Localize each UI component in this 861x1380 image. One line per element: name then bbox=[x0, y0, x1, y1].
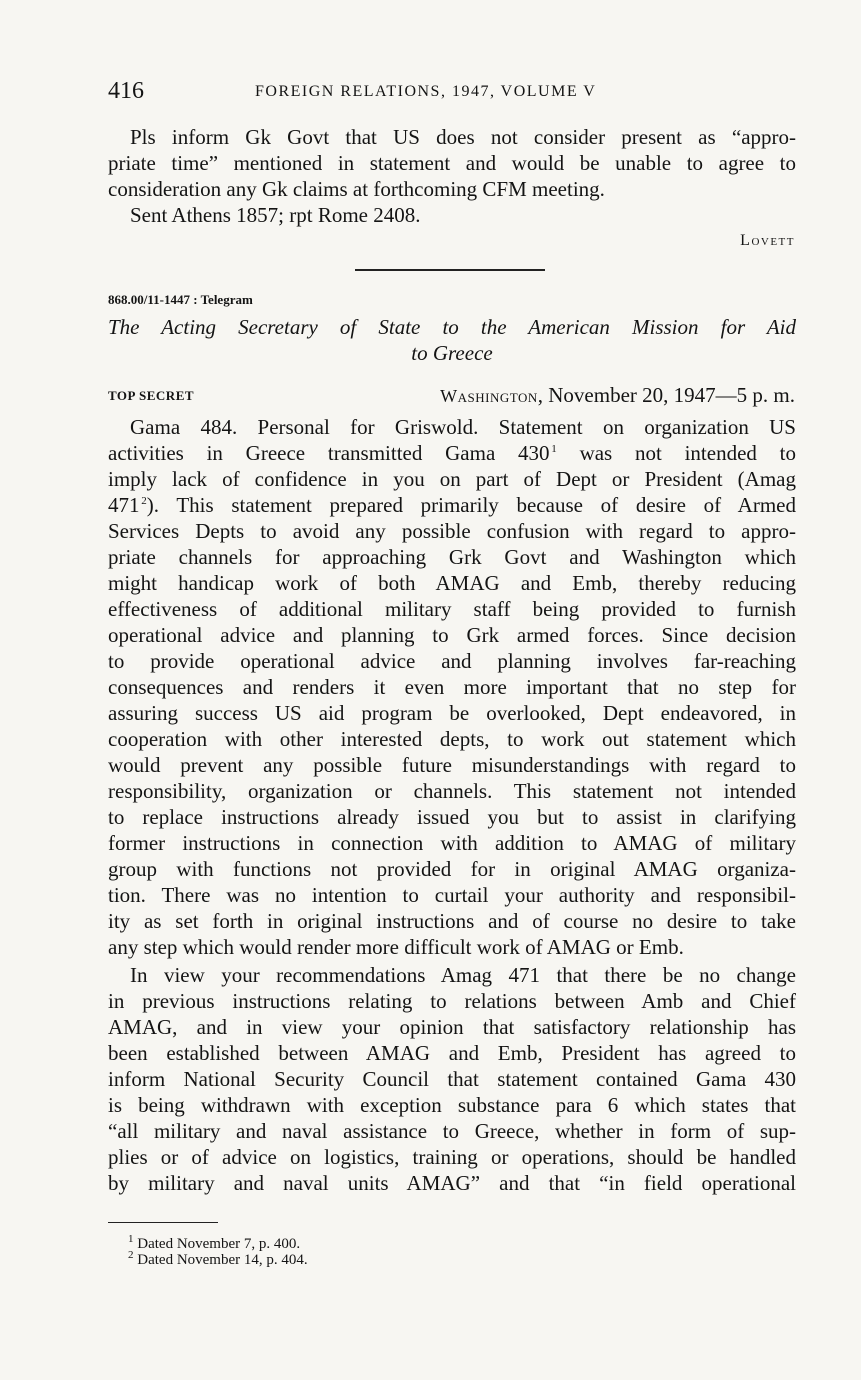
p2-line-6: is being withdrawn with exception substance para 6 which states that bbox=[108, 1093, 796, 1117]
running-title: FOREIGN RELATIONS, 1947, VOLUME V bbox=[255, 83, 597, 100]
p1-line-2: activities in Greece transmitted Gama 430 $^1$ was not intended to bbox=[108, 441, 796, 465]
p1-line-17: former instructions in connection with addition to AMAG of military bbox=[108, 831, 796, 855]
p1-line-18: group with functions not provided for in original AMAG organiza- bbox=[108, 857, 796, 881]
p1-line-14: would prevent any possible future misunderstandings with regard to bbox=[108, 753, 796, 777]
p1-line-5: Services Depts to avoid any possible confusion with regard to appro- bbox=[108, 519, 796, 543]
p2-line-5: inform National Security Council that statement contained Gama 430 bbox=[108, 1067, 796, 1091]
dateline-place: Washington bbox=[440, 386, 538, 406]
doc-title-line-1: The Acting Secretary of State to the American Mission for Aid bbox=[108, 315, 796, 339]
prev-line-2: priate time” mentioned in statement and would be unable to agree to bbox=[108, 151, 796, 175]
dateline bbox=[440, 383, 795, 408]
p1-line-4: 471 $^2$). This statement prepared primarily because of desire of Armed bbox=[108, 493, 796, 517]
page-number: 416 bbox=[108, 78, 144, 104]
p1-line-12: assuring success US aid program be overlooked, Dept endeavored, in bbox=[108, 701, 796, 725]
section-divider bbox=[355, 269, 545, 271]
dateline-date: , November 20, 1947—5 p. m. bbox=[537, 383, 795, 407]
p1-line-1: Gama 484. Personal for Griswold. Statement on organization US bbox=[130, 415, 796, 439]
p1-line-20: ity as set forth in original instructions and of course no desire to take bbox=[108, 909, 796, 933]
signature: Lovett bbox=[740, 232, 795, 249]
footnote-ref-2: 2 bbox=[141, 495, 147, 507]
doc-title-line-2: to Greece bbox=[411, 341, 493, 365]
prev-line-1: Pls inform Gk Govt that US does not consider present as “appro- bbox=[130, 125, 796, 149]
p1-line-15: responsibility, organization or channels. This statement not intended bbox=[108, 779, 796, 803]
footnote-ref-1: 1 bbox=[551, 443, 557, 455]
p1-line-19: tion. There was no intention to curtail your authority and responsibil- bbox=[108, 883, 796, 907]
sent-line: Sent Athens 1857; rpt Rome 2408. bbox=[130, 203, 421, 227]
p1-line-6: priate channels for approaching Grk Govt and Washington which bbox=[108, 545, 796, 569]
p1-line-8: effectiveness of additional military staff being provided to furnish bbox=[108, 597, 796, 621]
file-id: 868.00/11-1447 : Telegram bbox=[108, 292, 253, 307]
p2-line-1: In view your recommendations Amag 471 that there be no change bbox=[130, 963, 796, 987]
p2-line-4: been established between AMAG and Emb, President has agreed to bbox=[108, 1041, 796, 1065]
p1-line-3: imply lack of confidence in you on part of Dept or President (Amag bbox=[108, 467, 796, 491]
p1-line-16: to replace instructions already issued you but to assist in clarifying bbox=[108, 805, 796, 829]
footnote-1: $^1$ Dated November 7, p. 400. bbox=[128, 1233, 301, 1252]
p2-line-8: plies or of advice on logistics, training or operations, should be handled bbox=[108, 1145, 796, 1169]
p1-line-13: cooperation with other interested depts, to work out statement which bbox=[108, 727, 796, 751]
p2-line-9: by military and naval units AMAG” and that “in field operational bbox=[108, 1171, 796, 1195]
p2-line-7: “all military and naval assistance to Greece, whether in form of sup- bbox=[108, 1119, 796, 1143]
p1-line-21: any step which would render more difficult work of AMAG or Emb. bbox=[108, 935, 684, 959]
classification: TOP SECRET bbox=[108, 388, 195, 403]
p1-line-10: to provide operational advice and planning involves far-reaching bbox=[108, 649, 796, 673]
p1-line-11: consequences and renders it even more important that no step for bbox=[108, 675, 796, 699]
p1-line-9: operational advice and planning to Grk armed forces. Since decision bbox=[108, 623, 796, 647]
footnote-2: $^2$ Dated November 14, p. 404. bbox=[128, 1249, 308, 1268]
prev-line-3: consideration any Gk claims at forthcoming CFM meeting. bbox=[108, 177, 605, 201]
p2-line-2: in previous instructions relating to relations between Amb and Chief bbox=[108, 989, 796, 1013]
p2-line-3: AMAG, and in view your opinion that satisfactory relationship has bbox=[108, 1015, 796, 1039]
p1-line-7: might handicap work of both AMAG and Emb, thereby reducing bbox=[108, 571, 796, 595]
footnote-divider bbox=[108, 1222, 218, 1223]
